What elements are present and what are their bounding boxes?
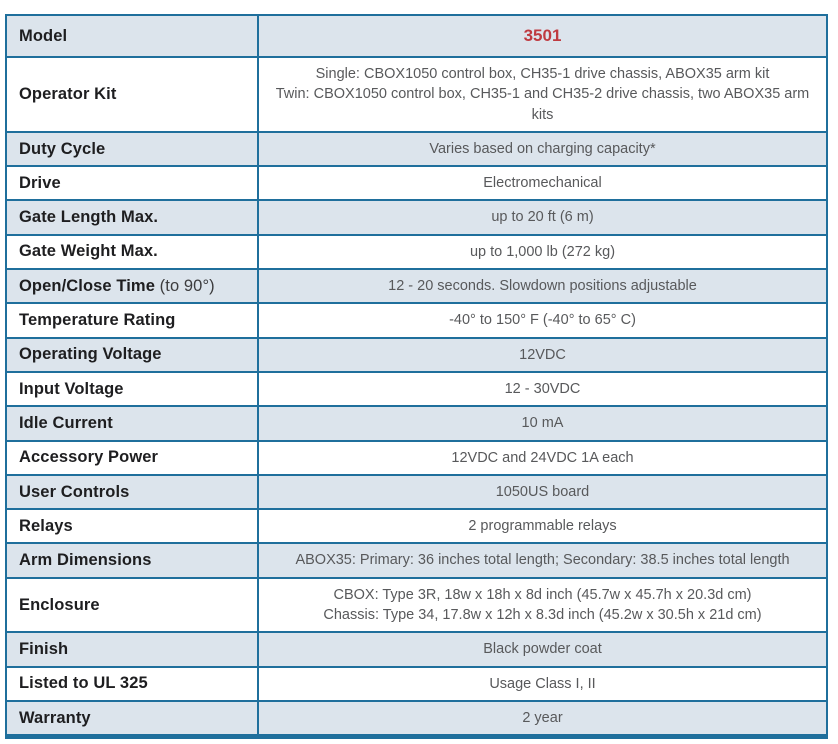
spec-value: [258, 632, 827, 666]
spec-value-text: Black powder coat: [483, 641, 602, 658]
spec-value: [258, 406, 827, 440]
table-row: [6, 166, 827, 200]
spec-label: [6, 441, 258, 475]
table-row: [6, 441, 827, 475]
spec-label-suffix: (to 90°): [154, 276, 215, 295]
spec-label-text: Operator Kit: [19, 84, 117, 103]
spec-value-text: 1050US board: [495, 483, 590, 500]
spec-label-text: Gate Weight Max.: [19, 242, 158, 261]
spec-value: [258, 701, 827, 737]
table-row: [6, 543, 827, 577]
spec-value-text: 3501: [523, 26, 562, 46]
table-row: [6, 200, 827, 234]
spec-label-text: Finish: [19, 639, 69, 658]
spec-value: [258, 303, 827, 337]
spec-value: [258, 57, 827, 132]
spec-value-text: up to 1,000 lb (272 kg): [469, 243, 616, 260]
spec-label: [6, 701, 258, 737]
table-row: [6, 632, 827, 666]
table-row: [6, 303, 827, 337]
table-row: [6, 372, 827, 406]
spec-label-text: Input Voltage: [19, 379, 124, 398]
spec-table: [5, 14, 828, 739]
spec-label-text: Drive: [19, 173, 61, 192]
spec-label-text: Warranty: [19, 708, 91, 727]
spec-label: [6, 166, 258, 200]
spec-value-text: CBOX: Type 3R, 18w x 18h x 8d inch (45.7w x 45.7h x 20.3d cm) Chassis: Type 34, 17.8w x 12h x 8.3d inch (45.2w x 30.5h x 21d cm): [323, 586, 762, 624]
spec-label-text: User Controls: [19, 482, 130, 501]
spec-label: [6, 372, 258, 406]
spec-value-text: 12VDC: [519, 346, 566, 363]
spec-label: [6, 303, 258, 337]
spec-label: [6, 235, 258, 269]
spec-value-text: 12 - 30VDC: [504, 380, 581, 397]
spec-label-text: Open/Close Time: [19, 276, 155, 295]
spec-label-text: Operating Voltage: [19, 345, 162, 364]
spec-value-text: Electromechanical: [483, 175, 602, 192]
spec-value: [258, 543, 827, 577]
spec-value: [258, 338, 827, 372]
spec-label: [6, 543, 258, 577]
spec-label: [6, 338, 258, 372]
spec-value-text: Usage Class I, II: [489, 675, 596, 692]
spec-value-text: 12 - 20 seconds. Slowdown positions adjustable: [388, 278, 697, 295]
spec-label: [6, 15, 258, 57]
table-row: [6, 701, 827, 737]
table-row: [6, 475, 827, 509]
table-row: [6, 338, 827, 372]
spec-label: [6, 200, 258, 234]
spec-label-text: Gate Length Max.: [19, 208, 159, 227]
spec-value: [258, 509, 827, 543]
table-row: [6, 235, 827, 269]
spec-label-text: Idle Current: [19, 413, 113, 432]
spec-label: [6, 509, 258, 543]
spec-value-text: -40° to 150° F (-40° to 65° C): [449, 312, 636, 329]
spec-value: [258, 200, 827, 234]
spec-label-text: Enclosure: [19, 595, 100, 614]
spec-label: [6, 57, 258, 132]
spec-label-text: Model: [19, 26, 68, 45]
spec-value: [258, 166, 827, 200]
spec-label-text: Listed to UL 325: [19, 674, 148, 693]
spec-label-text: Relays: [19, 516, 73, 535]
spec-value: [258, 235, 827, 269]
spec-label-text: Temperature Rating: [19, 311, 176, 330]
spec-label: [6, 269, 258, 303]
spec-value-text: Single: CBOX1050 control box, CH35-1 drive chassis, ABOX35 arm kit Twin: CBOX1050 control box, CH35-1 and CH35-2 drive chassis, two ABOX35 arm kits: [275, 66, 810, 123]
spec-value-text: 2 year: [522, 709, 563, 726]
spec-label: [6, 406, 258, 440]
spec-label-text: Duty Cycle: [19, 139, 106, 158]
spec-value: [258, 269, 827, 303]
spec-label: [6, 578, 258, 633]
spec-label: [6, 132, 258, 166]
spec-value-text: 12VDC and 24VDC 1A each: [451, 449, 634, 466]
spec-label-text: Accessory Power: [19, 448, 159, 467]
spec-value: [258, 132, 827, 166]
spec-label: [6, 667, 258, 701]
spec-value: [258, 475, 827, 509]
spec-value-text: 10 mA: [521, 415, 564, 432]
spec-value: [258, 15, 827, 57]
table-row: [6, 406, 827, 440]
spec-value-text: up to 20 ft (6 m): [491, 209, 594, 226]
table-row: [6, 509, 827, 543]
table-row: [6, 57, 827, 132]
table-row: [6, 269, 827, 303]
spec-label-text: Arm Dimensions: [19, 551, 152, 570]
table-row: [6, 578, 827, 633]
spec-value-text: Varies based on charging capacity*: [429, 140, 656, 157]
spec-value: [258, 667, 827, 701]
spec-value: [258, 372, 827, 406]
spec-label: [6, 632, 258, 666]
spec-value: [258, 578, 827, 633]
spec-table-body: [6, 15, 827, 737]
table-row: [6, 132, 827, 166]
table-row: [6, 15, 827, 57]
spec-value-text: ABOX35: Primary: 36 inches total length; Secondary: 38.5 inches total length: [295, 552, 790, 569]
spec-label: [6, 475, 258, 509]
spec-value: [258, 441, 827, 475]
table-row: [6, 667, 827, 701]
spec-value-text: 2 programmable relays: [468, 518, 617, 535]
